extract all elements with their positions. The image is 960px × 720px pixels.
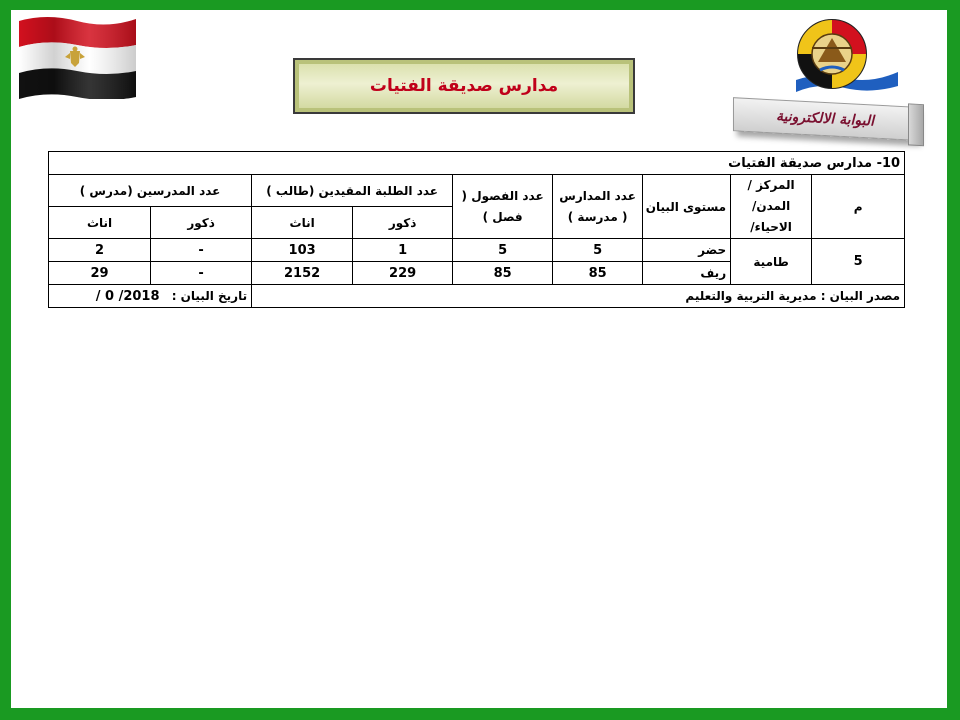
header-students-female: اناث — [252, 207, 353, 239]
header-serial: م — [812, 175, 905, 239]
table-row — [49, 239, 905, 262]
cell-teachers-female: 2 — [49, 239, 151, 262]
cell-level: ريف — [643, 262, 731, 285]
header-center: المركز /المدن/الاحياء/ — [731, 175, 812, 239]
egypt-flag-icon — [17, 13, 138, 99]
header-students-male: ذكور — [353, 207, 453, 239]
header-teachers-male: ذكور — [151, 207, 252, 239]
cell-students-male: 1 — [353, 239, 453, 262]
cell-students-female: 2152 — [252, 262, 353, 285]
header-students: عدد الطلبة المقيدين (طالب ) — [252, 175, 453, 207]
cell-serial: 5 — [812, 239, 905, 285]
data-date — [49, 285, 252, 308]
header-level: مستوى البيان — [643, 175, 731, 239]
cell-center: طامية — [731, 239, 812, 285]
cell-students-female: 103 — [252, 239, 353, 262]
cell-teachers-male: - — [151, 239, 252, 262]
cell-schools: 85 — [553, 262, 643, 285]
cell-teachers-male: - — [151, 262, 252, 285]
data-source: مصدر البيان : مديرية التربية والتعليم — [252, 285, 905, 308]
cell-schools: 5 — [553, 239, 643, 262]
data-date-value: 2018/ 0 / — [95, 288, 160, 304]
cell-classes: 5 — [453, 239, 553, 262]
page-title: مدارس صديقة الفتيات — [369, 76, 559, 96]
header-teachers-female: اناث — [49, 207, 151, 239]
cell-level: حضر — [643, 239, 731, 262]
header-classes: عدد الفصول ( فصل ) — [453, 175, 553, 239]
header-schools: عدد المدارس ( مدرسة ) — [553, 175, 643, 239]
schools-table — [48, 151, 905, 308]
header-teachers: عدد المدرسين (مدرس ) — [49, 175, 252, 207]
portal-label-edge — [908, 103, 924, 146]
cell-students-male: 229 — [353, 262, 453, 285]
cell-classes: 85 — [453, 262, 553, 285]
cell-teachers-female: 29 — [49, 262, 151, 285]
governorate-emblem-icon — [790, 12, 900, 104]
portal-label-text: البوابة الالكترونية — [776, 108, 874, 130]
data-date-label: تاريخ البيان : — [171, 288, 248, 303]
section-title: 10- مدارس صديقة الفتيات — [49, 152, 905, 175]
page-title-box — [293, 58, 635, 114]
